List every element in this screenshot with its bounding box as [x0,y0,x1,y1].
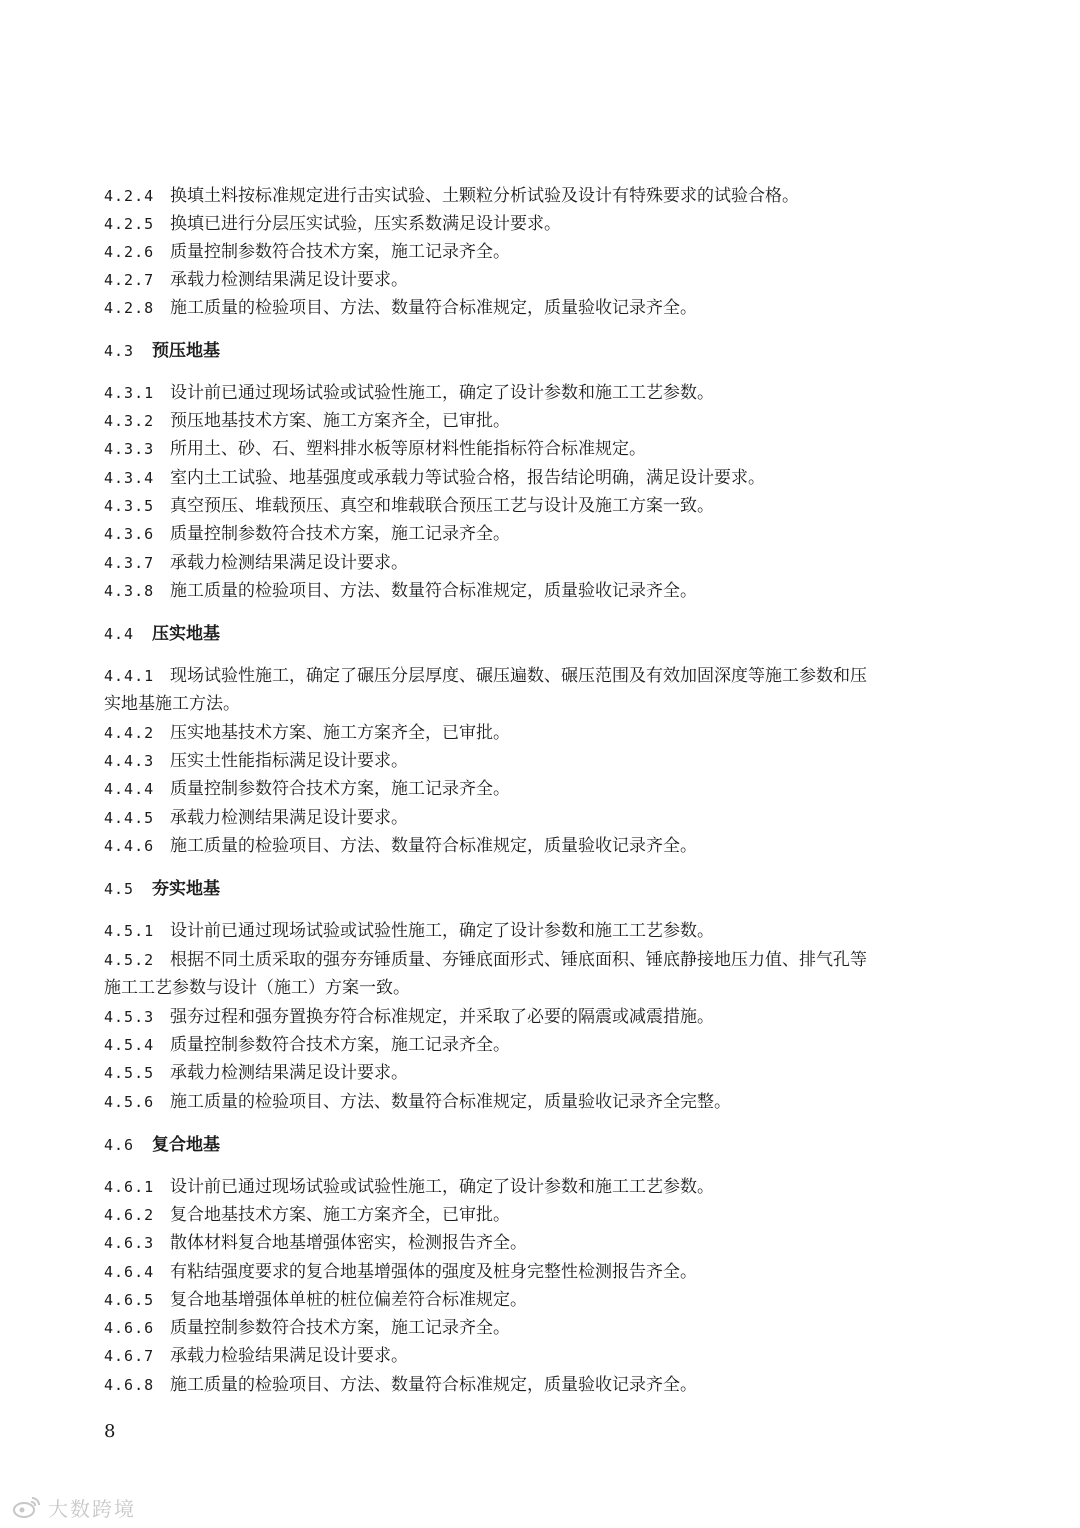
clause-number: 4.6.8 [104,1376,155,1394]
clause-number: 4.4.6 [104,837,155,855]
watermark [12,1492,136,1522]
clause-text: 有粘结强度要求的复合地基增强体的强度及桩身完整性检测报告齐全。 [170,1262,697,1282]
clause-text: 换填已进行分层压实试验，压实系数满足设计要求。 [170,214,561,234]
clause-text: 根据不同土质采取的强夯夯锤质量、夯锤底面形式、锤底面积、锤底静接地压力值、排气孔等 [170,950,867,970]
section-number: 4.5 [104,880,135,898]
clause-text: 承载力检测结果满足设计要求。 [170,553,408,573]
clause-line [104,917,984,945]
section-title: 预压地基 [152,341,220,361]
clause-number: 4.4.1 [104,667,155,685]
clause-text: 承载力检测结果满足设计要求。 [170,270,408,290]
clause-number: 4.5.2 [104,951,155,969]
clause-text: 现场试验性施工，确定了碾压分层厚度、碾压遍数、碾压范围及有效加固深度等施工参数和压 [170,666,867,686]
clause-line [104,1342,984,1370]
clause-line [104,549,984,577]
clause-number: 4.4.5 [104,809,155,827]
clause-number: 4.2.4 [104,187,155,205]
clause-line [104,1371,984,1399]
clause-line [104,407,984,435]
clause-line [104,182,984,210]
clause-text: 施工质量的检验项目、方法、数量符合标准规定，质量验收记录齐全。 [170,581,697,601]
clause-text: 质量控制参数符合技术方案，施工记录齐全。 [170,242,510,262]
clause-number: 4.3.8 [104,582,155,600]
clause-number: 4.3.3 [104,440,155,458]
clause-line [104,1286,984,1314]
clause-text: 设计前已通过现场试验或试验性施工，确定了设计参数和施工工艺参数。 [170,921,714,941]
clause-line [104,1201,984,1229]
clause-line [104,210,984,238]
clause-line [104,464,984,492]
clause-text: 施工质量的检验项目、方法、数量符合标准规定，质量验收记录齐全。 [170,1375,697,1395]
page-number: 8 [104,1421,116,1442]
clause-line [104,266,984,294]
clause-number: 4.3.2 [104,412,155,430]
clause-text: 压实地基技术方案、施工方案齐全，已审批。 [170,723,510,743]
clause-number: 4.2.8 [104,299,155,317]
clause-line [104,1088,984,1116]
clause-number: 4.2.7 [104,271,155,289]
section-number: 4.4 [104,625,135,643]
clause-line [104,662,984,690]
section-heading [104,337,984,365]
section-title: 压实地基 [152,624,220,644]
clause-line [104,379,984,407]
clause-text: 复合地基增强体单桩的桩位偏差符合标准规定。 [170,1290,527,1310]
clause-line [104,1229,984,1257]
section-number: 4.3 [104,342,135,360]
clause-line [104,719,984,747]
clause-text: 承载力检测结果满足设计要求。 [170,808,408,828]
clause-text: 压实土性能指标满足设计要求。 [170,751,408,771]
clause-number: 4.4.4 [104,780,155,798]
clause-continuation: 施工工艺参数与设计（施工）方案一致。 [104,978,410,998]
section-heading [104,1131,984,1159]
clause-line [104,1258,984,1286]
clause-text: 设计前已通过现场试验或试验性施工，确定了设计参数和施工工艺参数。 [170,383,714,403]
clause-text: 换填土料按标准规定进行击实试验、土颗粒分析试验及设计有特殊要求的试验合格。 [170,186,799,206]
clause-number: 4.6.2 [104,1206,155,1224]
clause-line [104,577,984,605]
clause-text: 散体材料复合地基增强体密实，检测报告齐全。 [170,1233,527,1253]
clause-line [104,435,984,463]
clause-text: 所用土、砂、石、塑料排水板等原材料性能指标符合标准规定。 [170,439,646,459]
clause-text: 质量控制参数符合技术方案，施工记录齐全。 [170,779,510,799]
clause-line [104,832,984,860]
clause-number: 4.6.3 [104,1234,155,1252]
clause-line [104,238,984,266]
clause-line [104,804,984,832]
clause-text: 质量控制参数符合技术方案，施工记录齐全。 [170,524,510,544]
clause-number: 4.2.6 [104,243,155,261]
section-heading [104,620,984,648]
clause-text: 室内土工试验、地基强度或承载力等试验合格，报告结论明确，满足设计要求。 [170,468,765,488]
clause-number: 4.5.4 [104,1036,155,1054]
clause-line [104,946,984,974]
clause-text: 施工质量的检验项目、方法、数量符合标准规定，质量验收记录齐全完整。 [170,1092,731,1112]
clause-text: 复合地基技术方案、施工方案齐全，已审批。 [170,1205,510,1225]
clause-text: 设计前已通过现场试验或试验性施工，确定了设计参数和施工工艺参数。 [170,1177,714,1197]
clause-text: 质量控制参数符合技术方案，施工记录齐全。 [170,1318,510,1338]
clause-text: 承载力检验结果满足设计要求。 [170,1346,408,1366]
clause-number: 4.5.3 [104,1008,155,1026]
clause-line [104,775,984,803]
weibo-logo-icon [12,1494,42,1520]
clause-number: 4.6.4 [104,1263,155,1281]
clause-number: 4.3.1 [104,384,155,402]
clause-text: 承载力检测结果满足设计要求。 [170,1063,408,1083]
clause-line [104,1059,984,1087]
clause-number: 4.5.1 [104,922,155,940]
clause-number: 4.4.2 [104,724,155,742]
clause-line [104,520,984,548]
clause-number: 4.5.5 [104,1064,155,1082]
clause-text: 预压地基技术方案、施工方案齐全，已审批。 [170,411,510,431]
clause-line [104,1314,984,1342]
section-number: 4.6 [104,1136,135,1154]
clause-line [104,1031,984,1059]
clause-number: 4.2.5 [104,215,155,233]
clause-number: 4.3.7 [104,554,155,572]
clause-number: 4.3.4 [104,469,155,487]
clause-line [104,747,984,775]
clause-line [104,294,984,322]
section-title: 夯实地基 [152,879,220,899]
clause-number: 4.6.6 [104,1319,155,1337]
clause-number: 4.6.1 [104,1178,155,1196]
clause-text: 强夯过程和强夯置换夯符合标准规定，并采取了必要的隔震或减震措施。 [170,1007,714,1027]
clause-number: 4.6.7 [104,1347,155,1365]
clause-line [104,492,984,520]
clause-number: 4.3.6 [104,525,155,543]
clause-text: 真空预压、堆载预压、真空和堆载联合预压工艺与设计及施工方案一致。 [170,496,714,516]
clause-continuation: 实地基施工方法。 [104,694,240,714]
clause-text: 质量控制参数符合技术方案，施工记录齐全。 [170,1035,510,1055]
clause-text: 施工质量的检验项目、方法、数量符合标准规定，质量验收记录齐全。 [170,298,697,318]
clause-line [104,1173,984,1201]
clause-number: 4.3.5 [104,497,155,515]
clause-text: 施工质量的检验项目、方法、数量符合标准规定，质量验收记录齐全。 [170,836,697,856]
clause-number: 4.4.3 [104,752,155,770]
clause-number: 4.6.5 [104,1291,155,1309]
clause-number: 4.5.6 [104,1093,155,1111]
watermark-text: 大数跨境 [48,1496,136,1521]
clause-line [104,1003,984,1031]
section-heading [104,875,984,903]
section-title: 复合地基 [152,1135,220,1155]
